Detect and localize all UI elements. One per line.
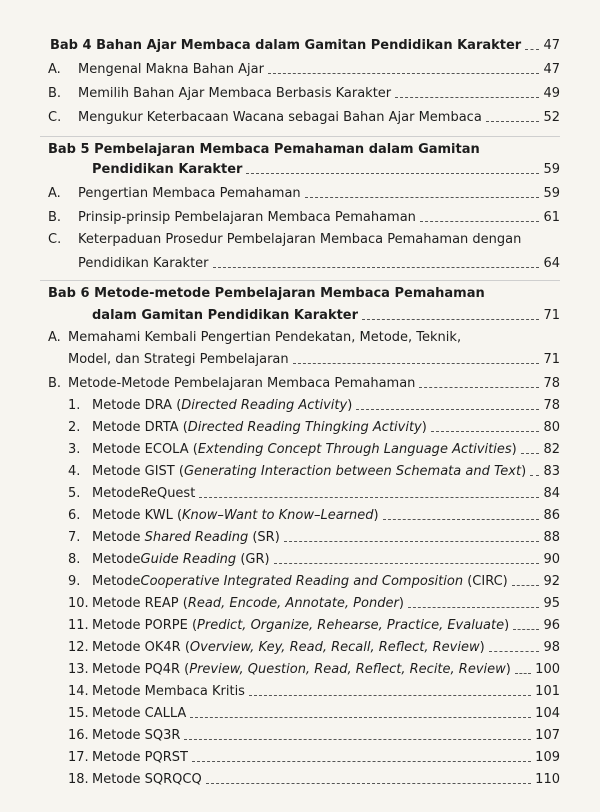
- leader-dots: [190, 717, 531, 718]
- page-number: 71: [543, 352, 560, 367]
- toc-entry-6b[interactable]: [48, 376, 560, 392]
- method-name: Metode GIST (: [92, 464, 184, 479]
- method-entry-3[interactable]: [68, 442, 560, 458]
- method-term: Directed Reading Activity: [181, 398, 348, 413]
- leader-dots: [486, 121, 540, 122]
- toc-entry-6a-line1[interactable]: [48, 330, 461, 345]
- page-number: 49: [543, 86, 560, 101]
- entry-text: Metode-Metode Pembelajaran Membaca Pemahaman: [68, 376, 416, 391]
- chapter-5-heading[interactable]: [92, 162, 560, 178]
- method-number: 6.: [68, 508, 81, 523]
- method-suffix: ): [511, 442, 517, 457]
- leader-dots: [489, 651, 540, 652]
- method-suffix: ): [347, 398, 353, 413]
- page-number: 104: [535, 706, 560, 721]
- method-name: Metode SQRQCQ: [92, 772, 202, 787]
- chapter-5-title-line2: Pendidikan Karakter: [92, 162, 243, 177]
- leader-dots: [525, 49, 539, 50]
- leader-dots: [395, 97, 539, 98]
- method-number: 17.: [68, 750, 89, 765]
- method-name: Metode: [92, 552, 141, 567]
- entry-marker: A.: [48, 330, 61, 345]
- leader-dots: [383, 519, 540, 520]
- chapter-6-title-line1[interactable]: Bab 6 Metode-metode Pembelajaran Membaca Pemahaman: [48, 286, 485, 301]
- method-entry-8[interactable]: [68, 552, 560, 568]
- method-suffix: (SR): [248, 530, 280, 545]
- toc-entry-5c-line1[interactable]: [48, 232, 521, 247]
- method-number: 14.: [68, 684, 89, 699]
- chapter-5-title-line1[interactable]: Bab 5 Pembelajaran Membaca Pemahaman dalam Gamitan: [48, 142, 480, 157]
- leader-dots: [362, 319, 539, 320]
- method-suffix: ): [504, 618, 510, 633]
- chapter-4-heading[interactable]: [50, 38, 560, 54]
- page-number: 110: [535, 772, 560, 787]
- page-number: 71: [543, 308, 560, 323]
- chapter-6-title-line2: dalam Gamitan Pendidikan Karakter: [92, 308, 359, 323]
- page-number: 59: [543, 162, 560, 177]
- page-number: 92: [543, 574, 560, 589]
- leader-dots: [431, 431, 540, 432]
- leader-dots: [512, 585, 540, 586]
- entry-text: Mengenal Makna Bahan Ajar: [78, 62, 264, 77]
- method-number: 7.: [68, 530, 81, 545]
- method-name: Metode KWL (: [92, 508, 183, 523]
- method-number: 10.: [68, 596, 89, 611]
- method-suffix: ): [521, 464, 527, 479]
- toc-entry-4b[interactable]: [48, 86, 560, 102]
- entry-text: Keterpaduan Prosedur Pembelajaran Membaca Pemahaman dengan: [78, 232, 522, 247]
- method-name: Metode DRA (: [92, 398, 182, 413]
- method-name: Metode PORPE (: [92, 618, 198, 633]
- page-number: 98: [543, 640, 560, 655]
- leader-dots: [246, 173, 539, 174]
- leader-dots: [515, 673, 531, 674]
- method-suffix: (GR): [236, 552, 270, 567]
- method-term: Guide Reading: [140, 552, 237, 567]
- method-term: Shared Reading: [144, 530, 249, 545]
- page-number: 90: [543, 552, 560, 567]
- page-number: 107: [535, 728, 560, 743]
- method-entry-6[interactable]: [68, 508, 560, 524]
- method-name: Metode PQRST: [92, 750, 188, 765]
- leader-dots: [408, 607, 540, 608]
- entry-marker: B.: [48, 376, 62, 391]
- method-name: Metode: [92, 530, 145, 545]
- page-number: 84: [543, 486, 560, 501]
- method-name: Metode CALLA: [92, 706, 187, 721]
- method-name: Metode OK4R (: [92, 640, 190, 655]
- toc-entry-5b[interactable]: [48, 210, 560, 226]
- method-term: Preview, Question, Read, Reflect, Recite, Review: [189, 662, 506, 677]
- method-suffix: ): [505, 662, 511, 677]
- leader-dots: [420, 221, 540, 222]
- method-name: Metode DRTA (: [92, 420, 188, 435]
- page-number: 47: [543, 38, 560, 53]
- leader-dots: [249, 695, 531, 696]
- page-number: 47: [543, 62, 560, 77]
- page-number: 88: [543, 530, 560, 545]
- entry-marker: C.: [48, 232, 62, 247]
- entry-text: Memahami Kembali Pengertian Pendekatan, Metode, Teknik,: [68, 330, 462, 345]
- method-name: Metode PQ4R (: [92, 662, 190, 677]
- method-number: 5.: [68, 486, 81, 501]
- method-entry-10[interactable]: [68, 596, 560, 612]
- method-entry-13[interactable]: [68, 662, 560, 678]
- entry-text: Mengukur Keterbacaan Wacana sebagai Bahan Ajar Membaca: [78, 110, 482, 125]
- entry-marker: C.: [48, 110, 62, 125]
- page-number: 78: [543, 398, 560, 413]
- method-entry-17[interactable]: [68, 750, 560, 766]
- method-term: Extending Concept Through Language Activities: [197, 442, 512, 457]
- leader-dots: [274, 563, 540, 564]
- page-number: 109: [535, 750, 560, 765]
- toc-entry-5a[interactable]: [48, 186, 560, 202]
- leader-dots: [513, 629, 539, 630]
- entry-marker: A.: [48, 186, 61, 201]
- page-number: 80: [543, 420, 560, 435]
- method-number: 3.: [68, 442, 81, 457]
- leader-dots: [521, 453, 540, 454]
- method-entry-5[interactable]: [68, 486, 560, 502]
- method-number: 11.: [68, 618, 89, 633]
- method-term: Overview, Key, Read, Recall, Reflect, Review: [189, 640, 480, 655]
- leader-dots: [284, 541, 540, 542]
- chapter-4-title: Bab 4 Bahan Ajar Membaca dalam Gamitan Pendidikan Karakter: [50, 38, 522, 53]
- entry-marker: A.: [48, 62, 61, 77]
- method-entry-16[interactable]: [68, 728, 560, 744]
- method-number: 12.: [68, 640, 89, 655]
- page-number: 95: [543, 596, 560, 611]
- page-number: 52: [543, 110, 560, 125]
- leader-dots: [293, 363, 540, 364]
- page-number: 86: [543, 508, 560, 523]
- method-name: Metode ECOLA (: [92, 442, 198, 457]
- method-entry-14[interactable]: [68, 684, 560, 700]
- method-entry-18[interactable]: [68, 772, 560, 788]
- method-number: 1.: [68, 398, 81, 413]
- toc-entry-4a[interactable]: [48, 62, 560, 78]
- entry-text: Memilih Bahan Ajar Membaca Berbasis Karakter: [78, 86, 392, 101]
- entry-text: Pengertian Membaca Pemahaman: [78, 186, 301, 201]
- method-name: Metode REAP (: [92, 596, 188, 611]
- method-suffix: ): [398, 596, 404, 611]
- entry-marker: B.: [48, 210, 62, 225]
- method-name: Metode SQ3R: [92, 728, 181, 743]
- method-term: Read, Encode, Annotate, Ponder: [187, 596, 399, 611]
- method-number: 4.: [68, 464, 81, 479]
- method-entry-15[interactable]: [68, 706, 560, 722]
- leader-dots: [419, 387, 539, 388]
- divider: [40, 280, 560, 281]
- method-number: 2.: [68, 420, 81, 435]
- page-number: 96: [543, 618, 560, 633]
- leader-dots: [184, 739, 531, 740]
- leader-dots: [356, 409, 539, 410]
- method-name: Metode: [92, 574, 141, 589]
- leader-dots: [192, 761, 531, 762]
- method-number: 9.: [68, 574, 81, 589]
- method-term: Generating Interaction between Schemata and Text: [183, 464, 522, 479]
- method-number: 18.: [68, 772, 89, 787]
- method-number: 15.: [68, 706, 89, 721]
- method-entry-2[interactable]: [68, 420, 560, 436]
- page-number: 64: [543, 256, 560, 271]
- method-number: 16.: [68, 728, 89, 743]
- page-number: 83: [543, 464, 560, 479]
- page-number: 101: [535, 684, 560, 699]
- toc-entry-6a[interactable]: [68, 352, 560, 368]
- method-suffix: (CIRC): [463, 574, 508, 589]
- entry-text: Pendidikan Karakter: [78, 256, 209, 271]
- entry-marker: B.: [48, 86, 62, 101]
- method-number: 8.: [68, 552, 81, 567]
- method-term: Predict, Organize, Rehearse, Practice, Evaluate: [197, 618, 505, 633]
- leader-dots: [206, 783, 531, 784]
- method-name: Metode Membaca Kritis: [92, 684, 245, 699]
- leader-dots: [530, 475, 539, 476]
- method-entry-4[interactable]: [68, 464, 560, 480]
- method-suffix: ): [421, 420, 427, 435]
- toc-entry-5c[interactable]: [78, 256, 560, 272]
- entry-text: Prinsip-prinsip Pembelajaran Membaca Pemahaman: [78, 210, 416, 225]
- method-term: Cooperative Integrated Reading and Composition: [140, 574, 464, 589]
- page-number: 100: [535, 662, 560, 677]
- divider: [40, 136, 560, 137]
- page-number: 78: [543, 376, 560, 391]
- page-number: 59: [543, 186, 560, 201]
- method-suffix: ): [373, 508, 379, 523]
- chapter-6-heading[interactable]: [92, 308, 560, 324]
- method-number: 13.: [68, 662, 89, 677]
- page-number: 82: [543, 442, 560, 457]
- method-term: Know–Want to Know–Learned: [182, 508, 374, 523]
- leader-dots: [213, 267, 540, 268]
- method-name: MetodeReQuest: [92, 486, 196, 501]
- method-entry-7[interactable]: [68, 530, 560, 546]
- method-entry-1[interactable]: [68, 398, 560, 414]
- leader-dots: [305, 197, 540, 198]
- toc-entry-4c[interactable]: [48, 110, 560, 126]
- method-suffix: ): [479, 640, 485, 655]
- method-term: Directed Reading Thingking Activity: [187, 420, 422, 435]
- leader-dots: [199, 497, 539, 498]
- method-entry-12[interactable]: [68, 640, 560, 656]
- method-entry-11[interactable]: [68, 618, 560, 634]
- entry-text: Model, dan Strategi Pembelajaran: [68, 352, 289, 367]
- page-number: 61: [543, 210, 560, 225]
- leader-dots: [268, 73, 539, 74]
- method-entry-9[interactable]: [68, 574, 560, 590]
